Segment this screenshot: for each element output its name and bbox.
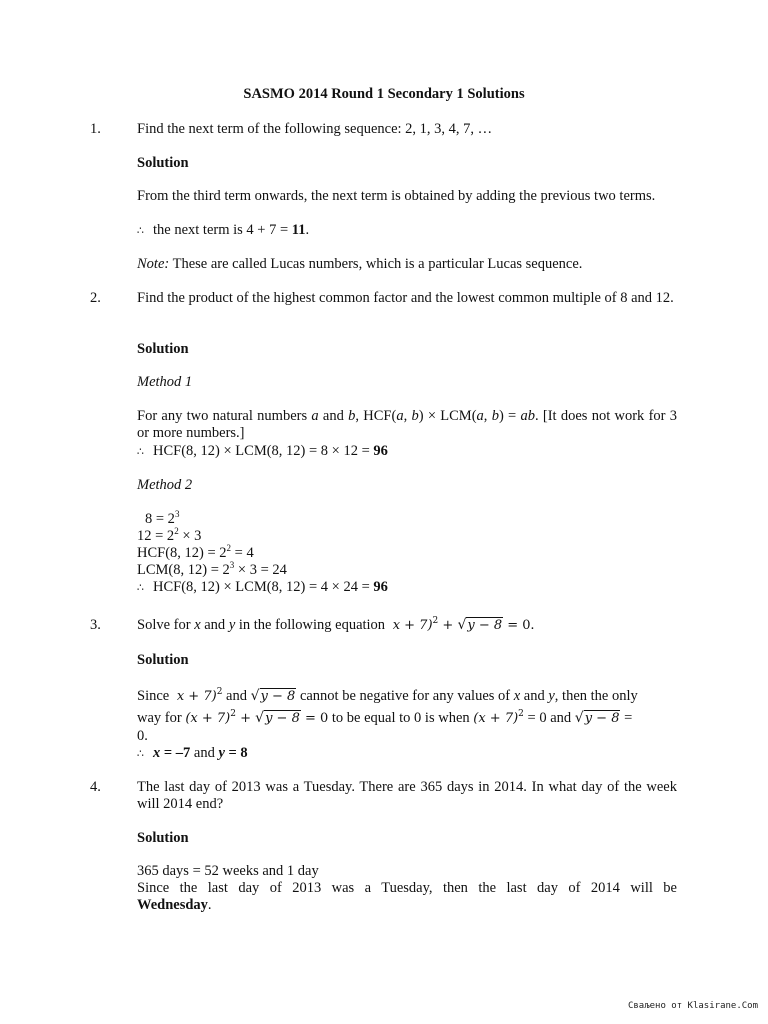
q1-result: ∴ the next term is 4 + 7 = 11. (137, 222, 310, 238)
page-title: SASMO 2014 Round 1 Secondary 1 Solutions (243, 86, 525, 102)
q2-m2-line2: $12 = 2^2 \times 3$ (137, 526, 202, 544)
q2-m2-line1: $8 = 2^3$ (145, 509, 180, 527)
q4-answer-line: Wednesday. (137, 897, 212, 913)
q1-number: 1. (90, 121, 101, 137)
q2-method1-label: Method 1 (137, 374, 193, 390)
q3-since-line: Since x + 7)$^2$ and √y − 8 cannot be negative for any values of x and y, then the only (137, 687, 638, 704)
q3-result: ∴ x = –7 and y = 8 (137, 745, 248, 761)
q4-line2: Since the last day of 2013 was a Tuesday, then the last day of 2014 will be (137, 880, 677, 896)
therefore-icon: ∴ (137, 747, 144, 760)
q1-solution-label: Solution (137, 155, 189, 171)
q2-m2-line3: HCF(8, $12) = 2^2 = 4$ (137, 543, 254, 561)
q3-way-line: way for $(x + 7)^2 + √y - 8 = 0$ to be equal to 0 is when $(x + 7)^2 = 0$ and √y − 8 = (137, 709, 633, 726)
q1-note: Note: These are called Lucas numbers, which is a particular Lucas sequence. (137, 256, 583, 272)
q2-number: 2. (90, 290, 101, 306)
q1-explanation: From the third term onwards, the next term is obtained by adding the previous two terms. (137, 188, 656, 204)
q1-answer: 11 (291, 222, 306, 238)
q4-solution-label: Solution (137, 830, 189, 846)
therefore-icon: ∴ (137, 224, 144, 237)
q2-m2-line4: LCM(8, $12) = 2^3 \times 3 = 24$ (137, 560, 287, 578)
q1-question: Find the next term of the following sequence: 2, 1, 3, 4, 7, … (137, 121, 493, 137)
q4-answer: Wednesday (137, 897, 208, 913)
therefore-icon: ∴ (137, 581, 144, 594)
q2-solution-label: Solution (137, 341, 189, 357)
q4-number: 4. (90, 779, 101, 795)
q2-method2-label: Method 2 (137, 477, 193, 493)
q4-line1: 365 days = 52 weeks and 1 day (137, 863, 319, 879)
q3-zero: 0. (137, 728, 148, 744)
q4-question: The last day of 2013 was a Tuesday. There are 365 days in 2014. In what day of the week will 2014 end? (137, 779, 677, 812)
q2-m2-result: ∴ HCF(8, 12) × LCM(8, 12) = 4 × 24 = 96 (137, 579, 388, 595)
q3-number: 3. (90, 617, 101, 633)
q3-solution-label: Solution (137, 652, 189, 668)
q2-question: Find the product of the highest common factor and the lowest common multiple of 8 and 12. (137, 290, 674, 306)
therefore-icon: ∴ (137, 445, 144, 458)
q2-method1-text: For any two natural numbers a and b, HCF(a, b) × LCM(a, b) = ab. [It does not work for 3 or more numbers.] (137, 408, 678, 441)
q2-method1-result: ∴ HCF(8, 12) × LCM(8, 12) = 8 × 12 = 96 (137, 443, 388, 459)
q3-question: Solve for x and y in the following equation x + 7)$^2$ + √y − 8 = 0. (137, 616, 535, 633)
footer-watermark: Сваљено от Klasirane.Com (627, 1001, 758, 1011)
